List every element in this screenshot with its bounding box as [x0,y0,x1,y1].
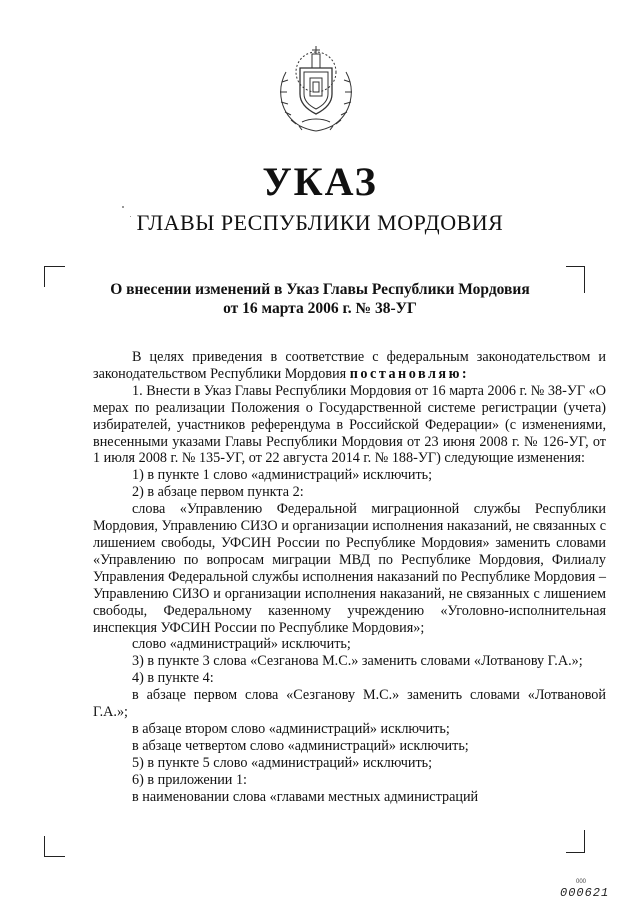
speck-mark [130,216,131,217]
preamble-keyword: постановляю: [349,365,470,382]
serial-prefix: 000 [576,879,587,885]
serial-number: 000621 [560,886,610,900]
corner-mark-top-left [44,266,65,287]
body-paragraph: 4) в пункте 4: [132,670,214,687]
subject-line: О внесении изменений в Указ Главы Республики Мордовия [110,281,530,298]
body-paragraph: 1. Внести в Указ Главы Республики Мордовия от 16 марта 2006 г. № 38-УГ «О мерах по реализации Положения о Государственной системе регистрации (учета) избирателей, участников референдума в Российской Федерации» (с изменениями, внесенными указами Главы Республики Мордовия от 23 июня 2008 г. № 126-УГ, от 1 июля 2008 г. № 135-УГ, от 22 августа 2014 г. № 188-УГ) следующие изменения: [93,382,606,467]
body-paragraph: в абзаце первом слова «Сезганову М.С.» заменить словами «Лотвановой Г.А.»; [93,687,606,721]
speck-mark [122,206,124,208]
subject-line: от 16 марта 2006 г. № 38-УГ [223,300,417,317]
body-paragraph: 5) в пункте 5 слово «администраций» исключить; [132,754,433,771]
preamble-paragraph [93,349,606,383]
corner-mark-top-right [566,266,585,293]
body-paragraph: в абзаце четвертом слово «администраций» исключить; [132,737,469,754]
body-paragraph: 3) в пункте 3 слова «Сезганова М.С.» заменить словами «Лотванову Г.А.»; [132,653,583,670]
document-subject [100,280,540,318]
body-paragraph: в абзаце втором слово «администраций» исключить; [132,720,450,737]
coat-of-arms-emblem [272,42,360,134]
body-paragraph: слово «администраций» исключить; [132,636,351,653]
corner-mark-bottom-left [44,836,65,857]
document-subtitle: ГЛАВЫ РЕСПУБЛИКИ МОРДОВИЯ [136,210,504,235]
body-paragraph: 2) в абзаце первом пункта 2: [132,484,304,501]
body-paragraph: слова «Управлению Федеральной миграционной службы Республики Мордовия, Управлению СИЗО и организации исполнения наказаний, не связанных с лишением свободы, УФСИН России по Республике Мордовия» заменить словами «Управлению по вопросам миграции МВД по Республике Мордовия, Филиалу Управления Федеральной службы исполнения наказаний по Республике Мордовия – Управлению СИЗО и организации исполнения наказаний, не связанных с лишением свободы, Федеральному казенному учреждению «Уголовно-исполнительная инспекция УФСИН России по Республике Мордовия»; [93,501,606,636]
corner-mark-bottom-right [566,830,585,853]
preamble-text: В целях приведения в соответствие с федеральным законодательством и законодательством Республики Мордовия [93,349,606,382]
body-paragraph: в наименовании слова «главами местных администраций [132,788,479,805]
body-paragraph: 6) в приложении 1: [132,771,247,788]
document-body [93,349,606,805]
document-title: УКАЗ [262,159,378,204]
body-paragraph: 1) в пункте 1 слово «администраций» исключить; [132,467,433,484]
